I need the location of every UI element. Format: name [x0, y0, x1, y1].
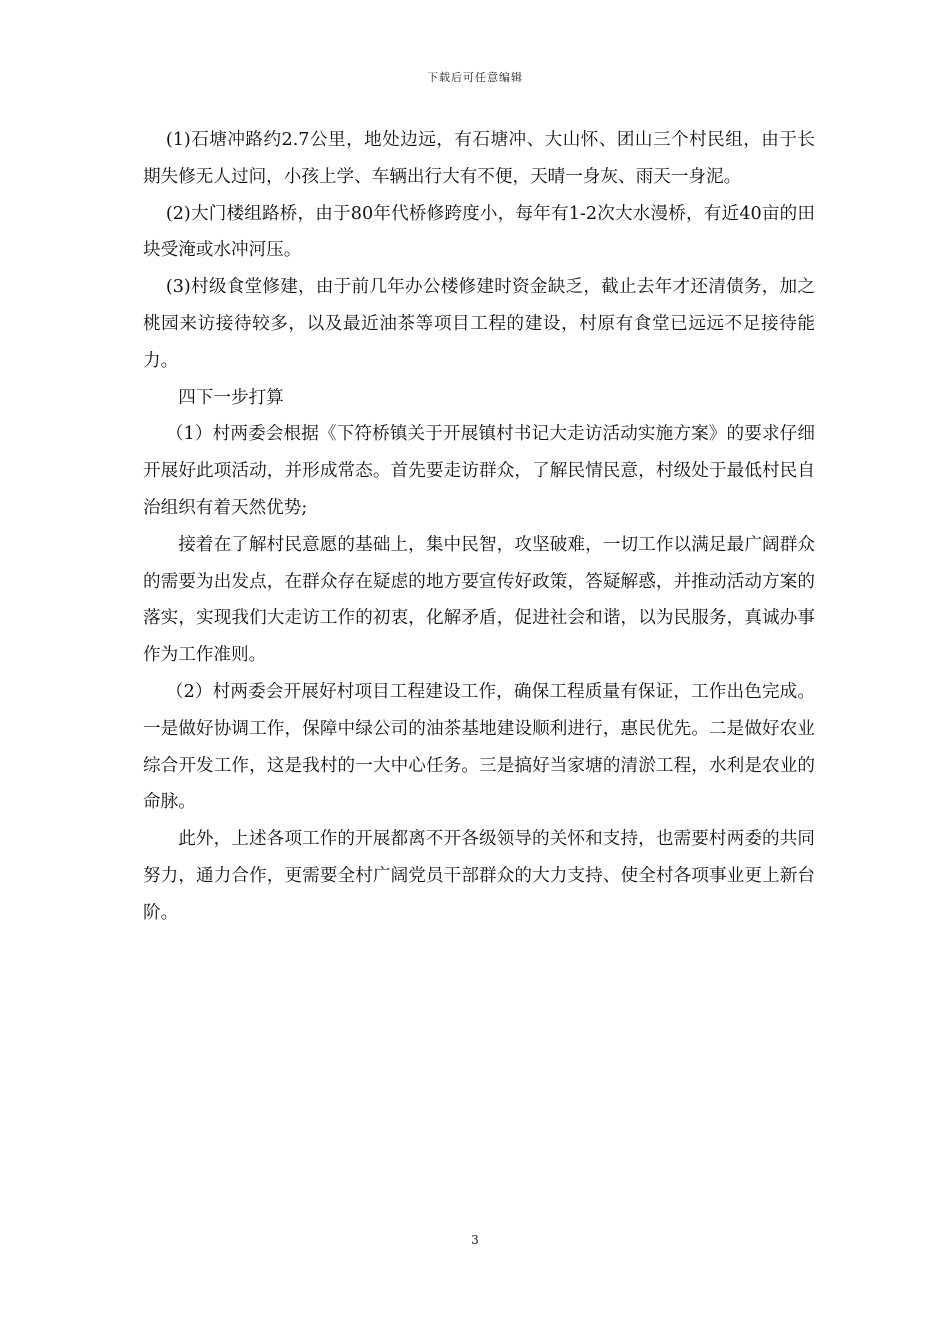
page-number: 3 [471, 1233, 479, 1247]
section-heading: 四下一步打算 [178, 387, 284, 408]
plan-paragraph-1-continued: 接着在了解村民意愿的基础上，集中民智，攻坚破难，一切工作以满足最广阔群众的需要为出发点，在群众存在疑虑的地方要宣传好政策，答疑解惑，并推动活动方案的落实，实现我们大走访工作的初衷，化解矛盾，促进社会和谐，以为民服务，真诚办事作为工作准则。 [143, 534, 815, 666]
plan-paragraph-1: （1）村两委会根据《下符桥镇关于开展镇村书记大走访活动实施方案》的要求仔细开展好此项活动，并形成常态。首先要走访群众，了解民情民意，村级处于最低村民自治组织有着天然优势; [143, 424, 815, 518]
page-header: 下载后可任意编辑 [427, 71, 523, 84]
issue-paragraph-1: (1)石塘冲路约2.7公里，地处边远，有石塘冲、大山怀、团山三个村民组，由于长期失修无人过问，小孩上学、车辆出行大有不便，天晴一身灰、雨天一身泥。 [143, 130, 815, 187]
issue-paragraph-2: (2)大门楼组路桥，由于80年代桥修跨度小，每年有1-2次大水漫桥，有近40亩的田块受淹或水冲河压。 [143, 203, 815, 261]
document-body [143, 122, 815, 932]
issue-paragraph-3: (3)村级食堂修建，由于前几年办公楼修建时资金缺乏，截止去年才还清债务，加之桃园来访接待较多，以及最近油茶等项目工程的建设，村原有食堂已远远不足接待能力。 [143, 277, 815, 371]
closing-paragraph: 此外，上述各项工作的开展都离不开各级领导的关怀和支持，也需要村两委的共同努力，通力合作，更需要全村广阔党员干部群众的大力支持、使全村各项事业更上新台阶。 [143, 829, 815, 923]
plan-paragraph-2: （2）村两委会开展好村项目工程建设工作，确保工程质量有保证，工作出色完成。一是做好协调工作，保障中绿公司的油茶基地建设顺利进行，惠民优先。二是做好农业综合开发工作，这是我村的一大中心任务。三是搞好当家塘的清淤工程，水利是农业的命脉。 [143, 681, 815, 813]
